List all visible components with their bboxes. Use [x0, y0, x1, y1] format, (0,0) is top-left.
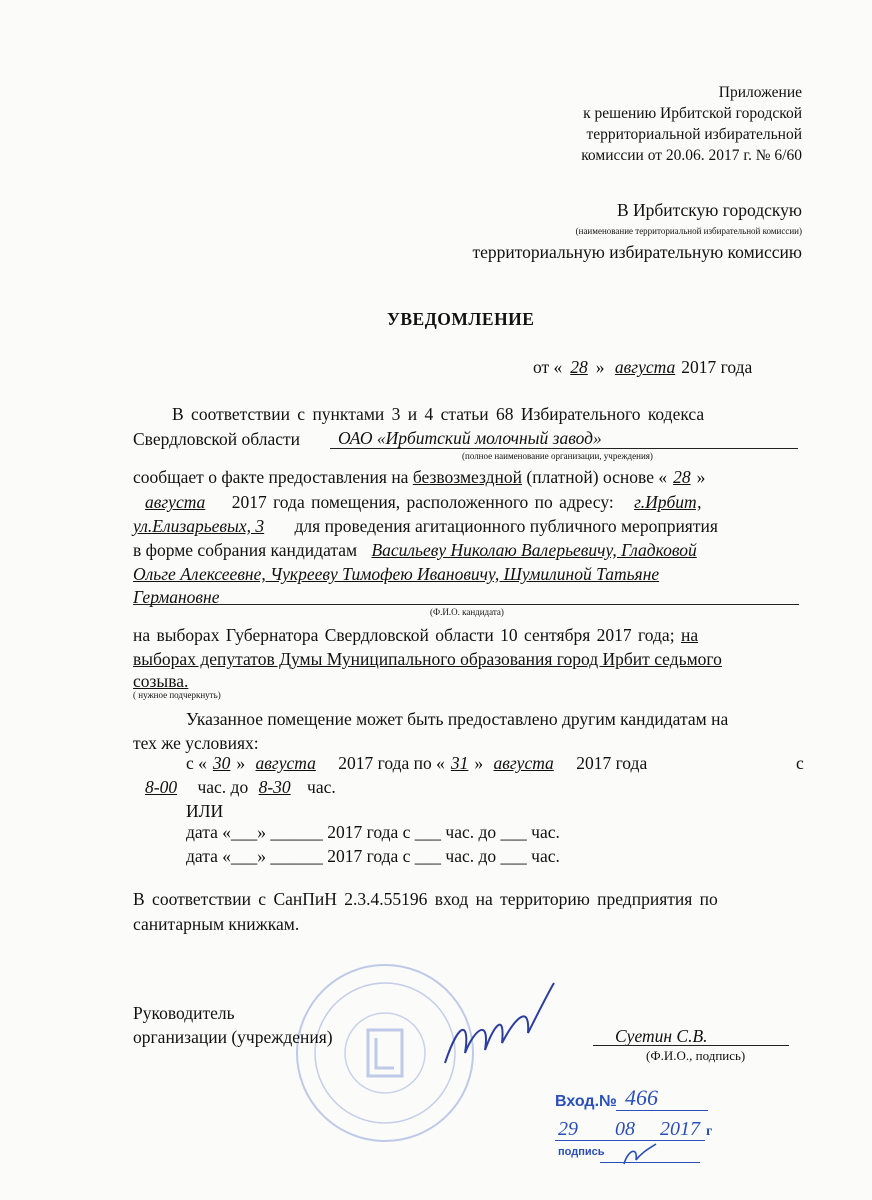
incoming-sign-scribble [620, 1140, 660, 1170]
time-end: час. [307, 777, 336, 797]
signer-name: Суетин С.В. [615, 1026, 708, 1046]
period-from-day: 30 [212, 753, 231, 773]
signer-role-2: организации (учреждения) [133, 1027, 333, 1047]
date-quote: » [595, 357, 605, 377]
para2-line-2: тех же условиях: [133, 733, 259, 753]
free-basis: безвозмездной [412, 467, 523, 487]
candidates-names-3: Германовне [133, 587, 220, 607]
period-from-month: августа [255, 753, 316, 773]
signer-name-underline [593, 1045, 789, 1046]
appendix-line-1: Приложение [718, 84, 802, 101]
time-line [133, 777, 336, 798]
period-to-quote: » [474, 753, 484, 773]
elections-caption: ( нужное подчеркнуть) [133, 690, 221, 700]
para2-line-1: Указанное помещение может быть предоставлено другим кандидатам на [186, 709, 729, 729]
addressee-line-2: территориальную избирательную комиссию [472, 242, 802, 262]
date-day: 28 [570, 357, 588, 377]
para1-line-2 [133, 429, 300, 450]
alt-date-1: дата «___» ______ 2017 года с ___ час. до ___ час. [186, 822, 560, 842]
incoming-year: 2017 [660, 1118, 700, 1140]
signer-caption: (Ф.И.О., подпись) [646, 1048, 746, 1063]
incoming-day: 29 [558, 1118, 578, 1140]
para1-line-6 [133, 540, 697, 561]
elections-line-2: выборах депутатов Думы Муниципального образования город Ирбит седьмого [133, 649, 722, 669]
para3-line-2: санитарным книжкам. [133, 914, 300, 934]
date-line [533, 357, 752, 378]
incoming-sign-label: подпись [558, 1146, 605, 1158]
org-name: ОАО «Ирбитский молочный завод» [338, 428, 602, 448]
period-from-quote: » [236, 753, 246, 773]
addressee-line-1: В Ирбитскую городскую [616, 200, 802, 220]
period-to-month: августа [493, 753, 554, 773]
time-to: 8-30 [258, 777, 291, 797]
period-line [186, 753, 647, 774]
incoming-month: 08 [615, 1118, 635, 1140]
incoming-number-underline [616, 1110, 708, 1111]
period-to-text: 2017 года [576, 753, 648, 773]
para1-l4-text: 2017 года помещения, расположенного по адресу: [231, 492, 614, 512]
elections-line-1 [133, 625, 698, 646]
addressee-caption: (наименование территориальной избирательной комиссии) [575, 226, 802, 236]
para1-region: Свердловской области [133, 429, 301, 449]
incoming-sign-underline [600, 1162, 700, 1163]
para1-l3-b: (платной) основе « [526, 467, 668, 487]
signature-scribble [440, 978, 560, 1078]
candidates-underline [133, 604, 799, 605]
para1-l3-c: » [696, 467, 706, 487]
candidates-names-1: Васильеву Николаю Валерьевичу, Гладковой [371, 540, 697, 560]
para1-line-3 [133, 467, 705, 488]
para1-l5-text: для проведения агитационного публичного мероприятия [294, 516, 718, 536]
appendix-line-3: территориальной избирательной [586, 126, 802, 143]
document-title: УВЕДОМЛЕНИЕ [387, 309, 535, 329]
alt-date-2: дата «___» ______ 2017 года с ___ час. до ___ час. [186, 846, 560, 866]
date-month: августа [614, 357, 676, 377]
period-from-prefix: с « [186, 753, 207, 773]
date-prefix: от « [533, 357, 563, 377]
signer-role-1: Руководитель [133, 1003, 235, 1023]
org-caption: (полное наименование организации, учреждения) [462, 451, 653, 461]
incoming-label: Вход.№ [555, 1093, 617, 1110]
address-street: ул.Елизарьевых, 3 [133, 516, 265, 536]
or-label: ИЛИ [186, 801, 224, 821]
para1-l6-text: в форме собрания кандидатам [133, 540, 358, 560]
time-from: 8-00 [145, 777, 178, 797]
incoming-g: г [706, 1124, 713, 1139]
elections-line-3: созыва. [133, 671, 189, 691]
candidates-names-2: Ольге Алексеевне, Чукрееву Тимофею Ивановичу, Шумилиной Татьяне [133, 564, 660, 584]
elections-governor: на выборах Губернатора Свердловской области 10 сентября 2017 года; [133, 625, 675, 645]
appendix-line-4: комиссии от 20.06. 2017 г. № 6/60 [581, 147, 802, 164]
para1-day: 28 [673, 467, 691, 487]
period-to-day: 31 [450, 753, 469, 773]
elections-on: на [680, 625, 699, 645]
date-year: 2017 года [681, 357, 753, 377]
org-name-underline [330, 448, 798, 449]
period-s: с [796, 753, 804, 773]
address-city: г.Ирбит, [634, 492, 702, 512]
para1-l3-a: сообщает о факте предоставления на [133, 467, 409, 487]
appendix-line-2: к решению Ирбитской городской [583, 105, 802, 122]
incoming-number: 466 [625, 1085, 658, 1110]
time-mid: час. до [197, 777, 249, 797]
para1-line-5 [133, 516, 718, 537]
para1-month: августа [145, 492, 206, 512]
para1-line-1: В соответствии с пунктами 3 и 4 статьи 68 Избирательного кодекса [172, 404, 705, 424]
para3-line-1: В соответствии с СанПиН 2.3.4.55196 вход на территорию предприятия по [133, 889, 718, 909]
para1-line-4 [133, 492, 701, 513]
period-from-text: 2017 года по « [338, 753, 445, 773]
fio-caption: (Ф.И.О. кандидата) [430, 607, 504, 617]
